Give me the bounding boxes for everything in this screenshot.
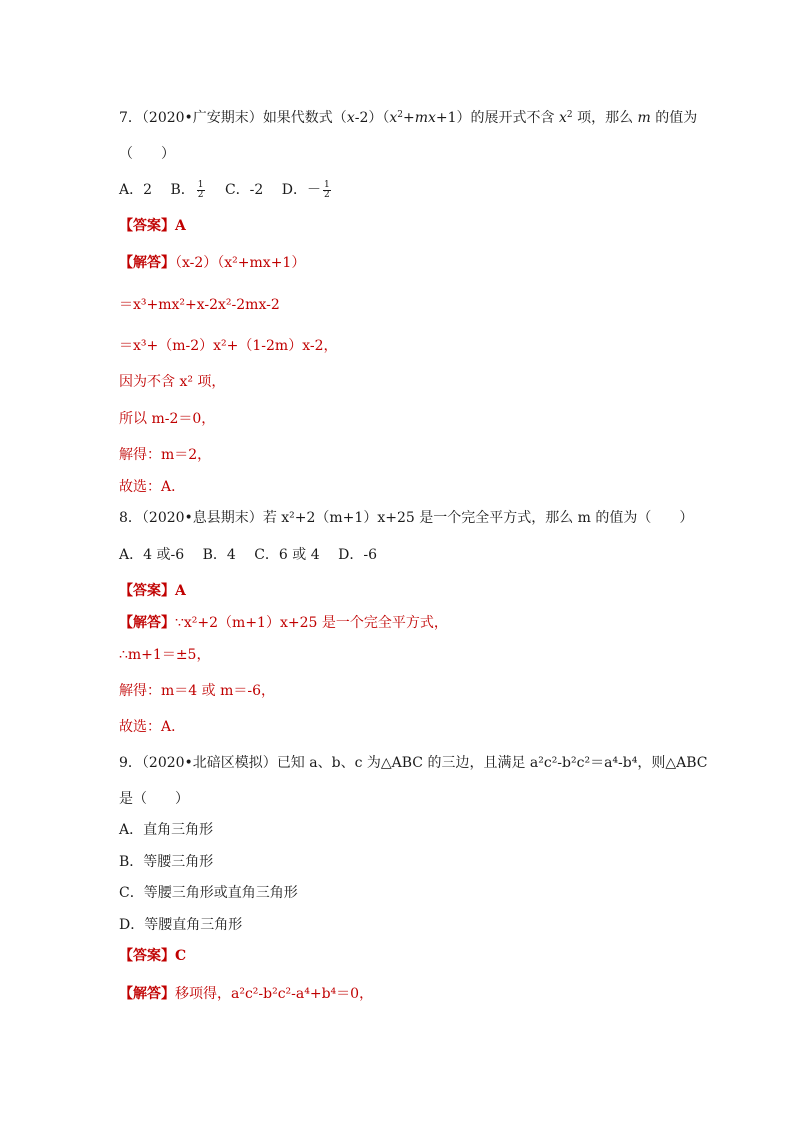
- q8-option-a: A．4 或-6: [119, 547, 185, 563]
- solution-text: 移项得，a²c²-b²c²-a⁴+b⁴＝0，: [175, 986, 374, 1002]
- q7-solution-line-4: 因为不含 x² 项，: [119, 374, 226, 390]
- q7-var: x: [346, 110, 355, 126]
- q7-option-b: [170, 179, 206, 200]
- q8-option-b: B．4: [202, 547, 236, 563]
- q7-var: m: [637, 110, 651, 126]
- q7-var: x: [389, 110, 398, 126]
- q7-solution-line-2: ＝x³+mx²+x-2x²-2mx-2: [119, 297, 280, 313]
- solution-text: ∵x²+2（m+1）x+25 是一个完全平方式，: [175, 615, 448, 631]
- q7-option-b-label: B．: [170, 182, 195, 198]
- q8-option-d: D．-6: [338, 547, 377, 563]
- q8-solution-line-2: ∴m+1＝±5，: [119, 647, 211, 663]
- q7-option-d: [281, 179, 333, 200]
- q7-option-a: A．2: [119, 182, 153, 198]
- answer-value: A: [175, 218, 186, 234]
- q7-option-d-label: D．－: [281, 182, 322, 198]
- q7-stem-text: +: [403, 110, 415, 126]
- answer-label: 【答案】: [119, 583, 175, 599]
- q7-stem-text: 项，那么: [572, 110, 638, 126]
- q9-option-b: B．等腰三角形: [119, 854, 214, 870]
- q7-solution-line-3: ＝x³+（m-2）x²+（1-2m）x-2，: [119, 338, 338, 354]
- q8-solution-line-4: 故选：A．: [119, 719, 186, 735]
- q7-solution-line-7: 故选：A．: [119, 479, 186, 495]
- q8-stem-text: 若 x²+2（m+1）x+25 是一个完全平方式，那么 m 的值为（ ）: [262, 510, 694, 526]
- q7-option-c: C．-2: [224, 182, 264, 198]
- q7-options: [119, 180, 333, 200]
- q9-solution-line-1: [119, 984, 373, 1004]
- q7-exponent: 2: [397, 110, 403, 120]
- fraction-numerator: 1: [324, 179, 330, 190]
- answer-label: 【答案】: [119, 948, 175, 964]
- q7-source: （2020•广安期末）: [141, 110, 263, 126]
- q9-option-a: A．直角三角形: [119, 822, 214, 838]
- q7-solution-line-5: 所以 m-2＝0，: [119, 411, 216, 427]
- q7-answer: [119, 216, 186, 236]
- q7-var: mx: [414, 110, 436, 126]
- q7-paren: （ ）: [119, 146, 175, 162]
- fraction: [197, 181, 205, 200]
- q9-option-c: C．等腰三角形或直角三角形: [119, 885, 298, 901]
- q9-source: （2020•北碚区模拟）: [141, 755, 277, 771]
- q7-solution-line-1: [119, 253, 305, 273]
- q7-exponent: 2: [566, 110, 573, 120]
- fraction-denominator: 2: [324, 189, 330, 200]
- solution-label: 【解答】: [119, 986, 175, 1002]
- q7-stem: [119, 108, 697, 128]
- q9-answer: [119, 946, 186, 966]
- q7-stem-text: 的值为: [650, 110, 698, 126]
- answer-value: C: [175, 948, 187, 964]
- q9-stem-line-2: 是（ ）: [119, 791, 189, 807]
- fraction-denominator: 2: [197, 189, 204, 200]
- solution-text: （x-2）（x²+mx+1）: [175, 255, 306, 271]
- answer-label: 【答案】: [119, 218, 175, 234]
- answer-value: A: [175, 583, 186, 599]
- q8-stem: [119, 508, 693, 528]
- q9-stem-line-1: [119, 753, 707, 773]
- q8-options: [119, 545, 377, 565]
- q7-stem-text: +1）的展开式不含: [435, 110, 559, 126]
- q8-solution-line-1: [119, 613, 448, 633]
- q8-solution-line-3: 解得：m＝4 或 m＝-6，: [119, 683, 275, 699]
- q7-solution-line-6: 解得：m＝2，: [119, 447, 212, 463]
- q8-answer: [119, 581, 186, 601]
- q7-var: x: [559, 110, 567, 126]
- q7-number: 7．: [119, 110, 142, 126]
- q7-stem-text: -2）（: [354, 110, 390, 126]
- q8-option-c: C．6 或 4: [254, 547, 320, 563]
- q8-source: （2020•息县期末）: [141, 510, 263, 526]
- q9-stem-text: 已知 a、b、c 为△ABC 的三边，且满足 a²c²-b²c²＝a⁴-b⁴，则△ABC: [276, 755, 708, 771]
- q8-number: 8．: [119, 510, 142, 526]
- q9-number: 9．: [119, 755, 142, 771]
- q7-stem-text: 如果代数式（: [262, 110, 347, 126]
- solution-label: 【解答】: [119, 255, 175, 271]
- q9-option-d: D．等腰直角三角形: [119, 917, 243, 933]
- fraction-numerator: 1: [197, 179, 204, 190]
- fraction: [323, 181, 331, 200]
- solution-label: 【解答】: [119, 615, 175, 631]
